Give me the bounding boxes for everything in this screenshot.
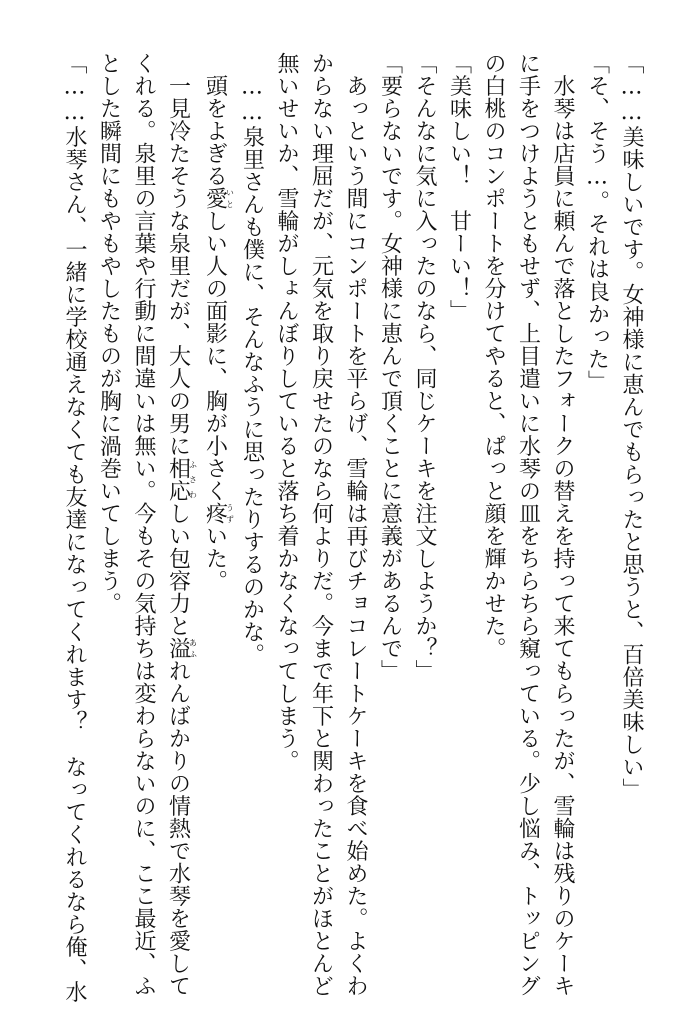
text-line-10: からない理屈だが、元気を取り戻せたのなら何よりだ。今まで年下と関わったことがほとんど [308, 52, 334, 997]
text-segment: いた。 [202, 524, 228, 592]
furigana: うず [225, 502, 235, 525]
text-line-15: くれる。泉里の言葉や行動に間違いは無い。今もその気持ちは変わらないのに、ここ最近、ふ [131, 52, 156, 997]
text-line-2: 「そ、そう…。それは良かった」 [584, 52, 610, 393]
text-line-3: 水琴は店員に頼んで落としたフォークの替えを持って来てもらったが、雪輪は残りのケーキ [550, 52, 575, 997]
text-line-4: に手をつけようともせず、上目遣いに水琴の皿をちらちら窺っている。少し悩み、トッピング [515, 52, 541, 997]
text-segment: しい人の面影に、胸が小さく [202, 209, 228, 502]
text-segment: 頭をよぎる [202, 52, 228, 187]
text-segment: しい包容力と [165, 502, 191, 637]
ruby-annotation: 溢あふ [165, 637, 198, 660]
text-line-1: 「……美味しいです。女神様に恵んでもらったと思うと、百倍美味しい」 [619, 52, 644, 801]
text-line-14 [160, 52, 198, 997]
furigana: ふさわ [188, 457, 198, 502]
text-segment: 一見冷たそうな泉里だが、大人の男に [165, 52, 191, 457]
text-line-12: ……泉里さんも僕に、そんなふうに思ったりするのかな。 [239, 52, 265, 666]
text-segment: れんばかりの情熱で水琴を愛して [165, 659, 191, 997]
text-line-8: 「要らないです。女神様に恵んで頂くことに意義があるんで」 [377, 52, 403, 682]
vertical-text-body [57, 52, 649, 1003]
text-line-7: 「そんなに気に入ったのなら、同じケーキを注文しようか？」 [412, 52, 437, 682]
ruby-annotation: 愛いと [202, 187, 235, 210]
ruby-annotation: 疼うず [202, 502, 235, 525]
text-line-17: 「……水琴さん、一緒に学校通えなくても友達になってくれます？ なってくれるなら俺、水 [62, 52, 87, 1003]
text-line-6: 「美味しい！ 甘ーい！」 [446, 52, 472, 322]
text-line-5: の白桃のコンポートを分けてやると、ぱっと顔を輝かせた。 [481, 52, 506, 660]
furigana: あふ [188, 637, 198, 660]
text-line-9: あっという間にコンポートを平らげ、雪輪は再びチョコレートケーキを食べ始めた。よくわ [343, 52, 368, 997]
text-line-11: 無いせいか、雪輪がしょんぼりしていると落ち着かなくなってしまう。 [274, 52, 299, 772]
furigana: いと [225, 187, 235, 210]
text-line-13 [197, 52, 234, 962]
ruby-annotation: 相応ふさわ [165, 457, 198, 502]
text-line-16: とした瞬間にもやもやしたものが胸に渦巻いてしまう。 [96, 52, 122, 615]
